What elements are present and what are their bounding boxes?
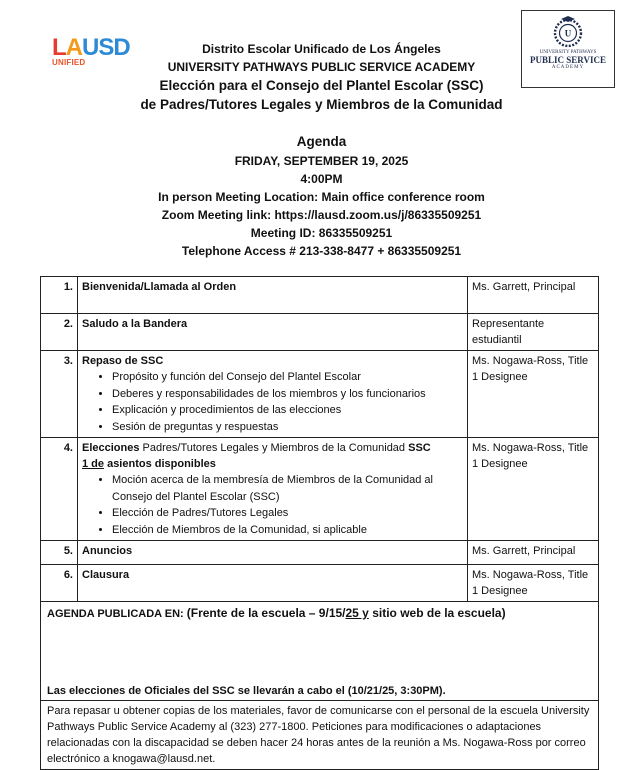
row-presenter: Ms. Nogawa-Ross, Title 1 Designee [468, 351, 599, 438]
row-title: Clausura [82, 569, 130, 581]
list-item: • Deberes y responsabilidades de los miembros y los funcionarios [112, 386, 463, 403]
list-item: • Sesión de preguntas y respuestas [112, 419, 463, 436]
row-number: 4. [41, 438, 78, 541]
table-row [41, 314, 599, 351]
row-title: Elecciones Padres/Tutores Legales y Miembros de la Comunidad SSC 1 de asientos disponibles [82, 442, 431, 470]
publication-row [41, 602, 599, 701]
list-item: • Moción acerca de la membresía de Miembros de la Comunidad al Consejo del Plantel Escolar (SSC) [112, 472, 463, 505]
row-presenter: Ms. Garrett, Principal [468, 277, 599, 314]
list-item: • Elección de Padres/Tutores Legales [112, 505, 463, 522]
telephone-access: Telephone Access # 213-338-8477 + 86335509251 [181, 244, 462, 258]
meeting-date: FRIDAY, SEPTEMBER 19, 2025 [234, 154, 409, 168]
footer-row [41, 701, 599, 770]
row-presenter: Ms. Nogawa-Ross, Title 1 Designee [468, 438, 599, 541]
agenda-heading: Agenda [296, 134, 347, 149]
table-row [41, 277, 599, 314]
table-row [41, 351, 599, 438]
row-presenter: Representante estudiantil [468, 314, 599, 351]
list-item: • Elección de Miembros de la Comunidad, si aplicable [112, 522, 463, 539]
row-title: Anuncios [82, 545, 133, 557]
lausd-logo-word: LAUSD [52, 34, 130, 61]
list-item: • Propósito y función del Consejo del Plantel Escolar [112, 369, 463, 386]
officers-election-note: Las elecciones de Oficiales del SSC se llevarán a cabo el (10/21/25, 3:30PM). [47, 685, 446, 697]
election-title-line-1: Elección para el Consejo del Plantel Escolar (SSC) [159, 78, 484, 93]
row-number: 2. [41, 314, 78, 351]
seal-line-1: UNIVERSITY PATHWAYS [539, 50, 597, 55]
meeting-location: In person Meeting Location: Main office conference room [158, 190, 485, 204]
zoom-link[interactable]: Zoom Meeting link: https://lausd.zoom.us/j/86335509251 [161, 208, 482, 222]
footer-note: Para repasar u obtener copias de los materiales, favor de comunicarse con el personal de la escuela University Pathways Public Service Academy al (323) 277-1800. Peticiones para modificaciones o adaptaciones relacionadas con la discapacidad se deben hacer 24 horas antes de la reunión a Ms. Nogawa-Ross por correo electrónico a knogawa@lausd.net. [41, 701, 599, 770]
table-row [41, 565, 599, 602]
bullet-list [82, 369, 463, 435]
row-title: Bienvenida/Llamada al Orden [82, 281, 237, 293]
election-title-line-2: de Padres/Tutores Legales y Miembros de la Comunidad [140, 97, 503, 112]
row-number: 1. [41, 277, 78, 314]
row-presenter: Ms. Nogawa-Ross, Title 1 Designee [468, 565, 599, 602]
row-presenter: Ms. Garrett, Principal [468, 541, 599, 565]
published-at: AGENDA PUBLICADA EN: (Frente de la escuela – 9/15/25 y sitio web de la escuela) [47, 606, 506, 620]
bullet-list [82, 472, 463, 538]
seal-line-3: ACADEMY [551, 65, 585, 70]
school-name: UNIVERSITY PATHWAYS PUBLIC SERVICE ACADEMY [167, 60, 476, 74]
agenda-table [40, 276, 599, 770]
lausd-logo-sub: UNIFIED [52, 58, 86, 67]
table-row [41, 541, 599, 565]
seal-line-2: PUBLIC SERVICE [530, 55, 606, 65]
meeting-time: 4:00PM [300, 172, 343, 186]
row-number: 5. [41, 541, 78, 565]
table-row [41, 438, 599, 541]
list-item: • Explicación y procedimientos de las elecciones [112, 402, 463, 419]
district-name: Distrito Escolar Unificado de Los Ángeles [202, 42, 441, 56]
svg-text:U: U [564, 28, 572, 39]
row-number: 3. [41, 351, 78, 438]
row-number: 6. [41, 565, 78, 602]
row-title: Repaso de SSC [82, 355, 164, 367]
row-title: Saludo a la Bandera [82, 318, 188, 330]
meeting-id: Meeting ID: 86335509251 [250, 226, 393, 240]
